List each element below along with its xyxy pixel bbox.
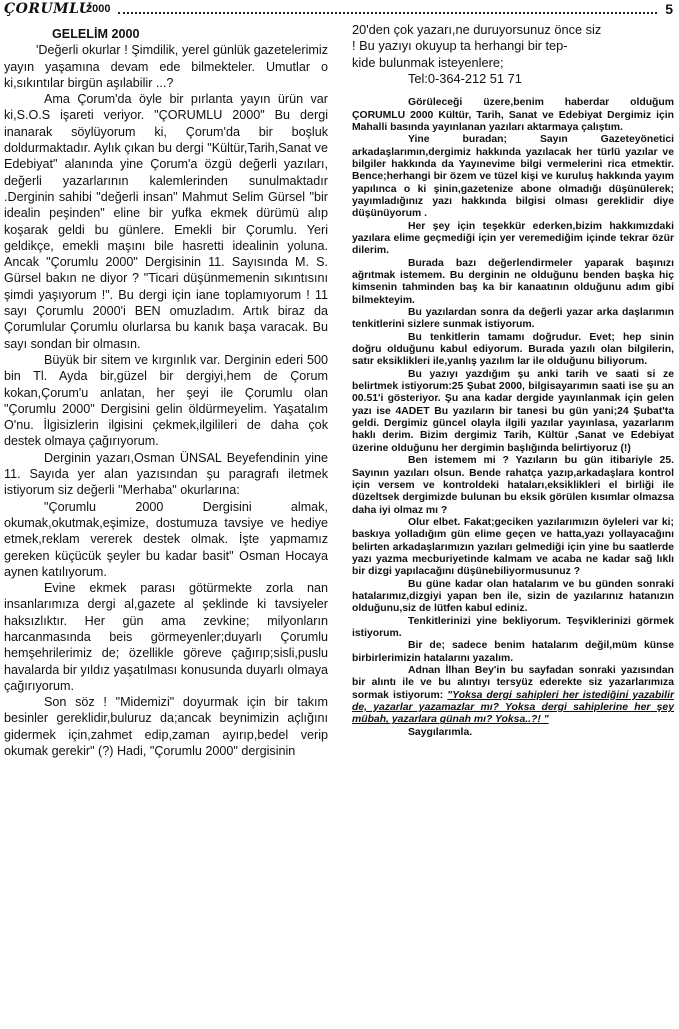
paragraph: Bu güne kadar olan hatalarım ve bu günden sonraki hatalarımız,dizgiyi yapan ben ile, sizin de yazılarınız hatanızın olduğunu,siz de lütfen kabul ediniz. xyxy=(352,578,674,615)
intro-line: kide bulunmak isteyenlere; xyxy=(352,54,504,70)
paragraph: Tenkitlerinizi yine bekliyorum. Teşviklerinizi görmek istiyorum. xyxy=(352,615,674,639)
paragraph: Derginin yazarı,Osman ÜNSAL Beyefendinin yine 11. Sayıda yer alan yazısından şu paragrafı iletmek istiyorum siz değerli "Merhaba" okurlarına: xyxy=(4,450,328,498)
article-title: GELELİM 2000 xyxy=(52,27,140,41)
paragraph: Yine buradan; Sayın Gazeteyönetici arkadaşlarımın,dergimiz hakkında yazılacak her türlü yazılar ve bilgiler hakkında da Yayınevime bilgi vermelerini rica etmektir. Bence;herhangi bir özem ve tüzel kişi ve kuruluş hakkında yayım yapılınca o ki şinin,gazetenize abone olmadığı düşünülerek; yayımladığınız yazı hakkında bilgisi olması gereklidir diye düşünüyorum . xyxy=(352,134,674,220)
left-column xyxy=(4,26,328,759)
paragraph: Büyük bir sitem ve kırgınlık var. Derginin ederi 500 bin Tl. Ayda bir,güzel bir dergiyi,hem de Çorum kokan,Çorum'u anlatan, her şeyi ile Çorumlu olan "Çorumlu 2000" Dergisini gelin öldürmeyelim. Yaşatalım O'nu. İlgisizlerin ilgisini çekmek,ilgilileri de daha çok destek olmaya çağırıyorum. xyxy=(4,352,328,449)
paragraph: Evine ekmek parası götürmekte zorla nan insanlarımıza dergi al,gazete al şeklinde ki tavsiyeler haksızlıktır. Her gün ama zevkine; milyonların harcanmasında beis görmeyenler;duyarlı Çorumlu hemşehrilerimiz de; özellikle göreve çağırıp;sisli,puslu havalarda bir yıldız yaşatılması konusunda duyarlı olmaya çağırıyorum. xyxy=(4,581,328,693)
paragraph: Bir de; sadece benim hatalarım değil,müm künse birbirlerimizin hatalarını yazalım. xyxy=(352,640,674,664)
closing-signature: Saygılarımla. xyxy=(408,726,473,738)
paragraph: Burada bazı değerlendirmeler yaparak başınızı ağrıtmak istemem. Bu derginin ne olduğunu benden başka hiç kimsenin tahminden baş ka bir kanaatının olduğunu adım gibi bilmekteyim. xyxy=(352,257,674,306)
page-number: 5 xyxy=(665,1,673,17)
intro-line: 20'den çok yazarı,ne duruyorsunuz önce siz xyxy=(352,22,602,37)
paragraph xyxy=(352,665,674,727)
paragraph: 'Değerli okurlar ! Şimdilik, yerel günlük gazetelerimiz yayın yaşamına devam ede bilmekteler. Umutlar o ki,sıkıntılar birgün aşılabilir ...? xyxy=(4,43,328,90)
paragraph: Görüleceği üzere,benim haberdar olduğum ÇORUMLU 2000 Kültür, Tarih, Sanat ve Edebiyat Dergimiz için Mahalli basında yayınlanan yazıları aktarmaya çalıştım. xyxy=(352,97,674,133)
editor-note xyxy=(352,97,674,739)
intro-line: ! Bu yazıyı okuyup ta herhangi bir tep- xyxy=(352,38,568,54)
magazine-year: 2000 xyxy=(86,3,111,15)
paragraph: "Çorumlu 2000 Dergisini almak, okumak,okutmak,eşimize, dostumuza tavsiye ve hediye etmek,reklam vererek destek olmak. İşte yapmamız gereken küçücük şeyler bu kadar basit" Osman Hocaya aynen katılıyorum. xyxy=(4,499,328,579)
paragraph: Olur elbet. Fakat;geciken yazılarımızın öyleleri var ki; baskıya yolladığım gün elime geçen ve hatta,yazı yollayacağını belirten arkadaşlarımızın yazıları gelmediği için yine bu saatlerde yazı yazma mecburiyetinde kalmam ve acaba ne kadar sağ lıklı bir dizgi yapılacağını düşünebiliyormusunuz ? xyxy=(352,516,674,578)
right-column xyxy=(352,22,674,739)
paragraph: Bu tenkitlerin tamamı doğrudur. Evet; hep sinin doğru olduğunu kabul ediyorum. Burada yazılı olan bilgilerin, satır eksiklikleri ile,yanlış yazılım lar ile olduğunu biliyorum. xyxy=(352,331,674,368)
page-header xyxy=(0,0,679,18)
header-dotted-rule xyxy=(118,12,657,14)
paragraph: Bu yazıyı yazdığım şu anki tarih ve saati si ze belirtmek istiyorum:25 Şubat 2000, bilgisayarımın saati ise şu an 00.51'i gösteriyor. Şu ana kadar dergide yayınlanmak için gelen yazı ise 4ADET Bu yazıların bir tanesi bu gün yani;24 Şubat'ta geldi. Dergimiz güncel olayla ilgili yazılar yayınlasa, yazarlarım haklı derim. Bizim dergimiz Tarih, Kültür ,Sanat ve Edebiyat üzerine olduğunu her dergimin başlığında belirtiyoruz (!) xyxy=(352,368,674,454)
underlined-quote: "Yoksa dergi sahipleri her istediğini yazabilir de, yazarlar yazamazlar mı? Yoksa dergi sahiplerine her şey mübah, yazarlara günah mı? Yoksa..?! " xyxy=(352,689,674,726)
quote-intro: Adnan İlhan Bey'in bu sayfadan sonraki yazısından bir alıntı ile ve bu alıntıyı tersyüz ederekte siz yazarlarımıza sormak istiyorum: xyxy=(352,665,674,701)
telephone-number: Tel:0-364-212 51 71 xyxy=(408,70,522,86)
paragraph: Bu yazılardan sonra da değerli yazar arka daşlarımın tenkitlerini sizlere sunmak istiyorum. xyxy=(352,307,674,331)
paragraph: Son söz ! "Midemizi" doyurmak için bir takım besinler gereklidir,buluruz da;ancak beynimizin açlığını gidermek için,zahmet edip,zaman ayırıp,bedel verip okumak gerekir" (?) Hadi, "Çorumlu 2000" dergisinin xyxy=(4,695,328,759)
intro-text xyxy=(352,22,674,87)
paragraph: Her şey için teşekkür ederken,bizim hakkımızdaki yazılara elime geçmediği için yer veremediğim içinde tekrar özür dilerim. xyxy=(352,220,674,257)
magazine-brand: ÇORUMLU xyxy=(4,1,92,17)
paragraph: Ben istemem mi ? Yazıların bu gün itibariyle 25. Sayının yazıları olsun. Bende rahatça yazıp,arkadaşlara kontrol için versem ve kontroldeki hataları,eksiklikleri el birliği ile düzeltsek dergimizde bulunan bu eksik görülen kısımlar olmazsa daha iyi olmaz mı ? xyxy=(352,455,674,516)
paragraph: Ama Çorum'da öyle bir pırlanta yayın ürün var ki,S.O.S işareti veriyor. "ÇORUMLU 2000" Bu dergi inanarak söylüyorum ki, Çorum'da bir boşluk doldurmaktadır. Aylık çıkan bu dergi "Kültür,Tarih,Sanat ve Edebiyat" alanında yine Çorum'a özgü değerli yazıları, değerli yazarlarının kalemlerinden sunulmaktadır .Derginin sahibi "değerli insan" Mahmut Selim Gürsel "bir idealin peşinden" eline bir yufka ekmek dürümü alıp koşarak geldi bu günlere. Emekli bir Çorumlu. Yeri geldikçe, emekli maşını bile hasretti idealinin yoluna. Ancak "Çorumlu 2000" Dergisinin 11. Sayısında M. S. Gürsel bakın ne diyor ? "Ticari düşünmemenin sıkıntısını şimdi yaşıyorum !". Bu dergi için iane toplamıyorum ! 11 sayı Çorumlu 2000'i BEN omuzladım. Artık biraz da Çorumlular Çorumlu olurlarsa bu kanık başa varacak. Bu sayı sondan bir olmasın. xyxy=(4,92,328,351)
